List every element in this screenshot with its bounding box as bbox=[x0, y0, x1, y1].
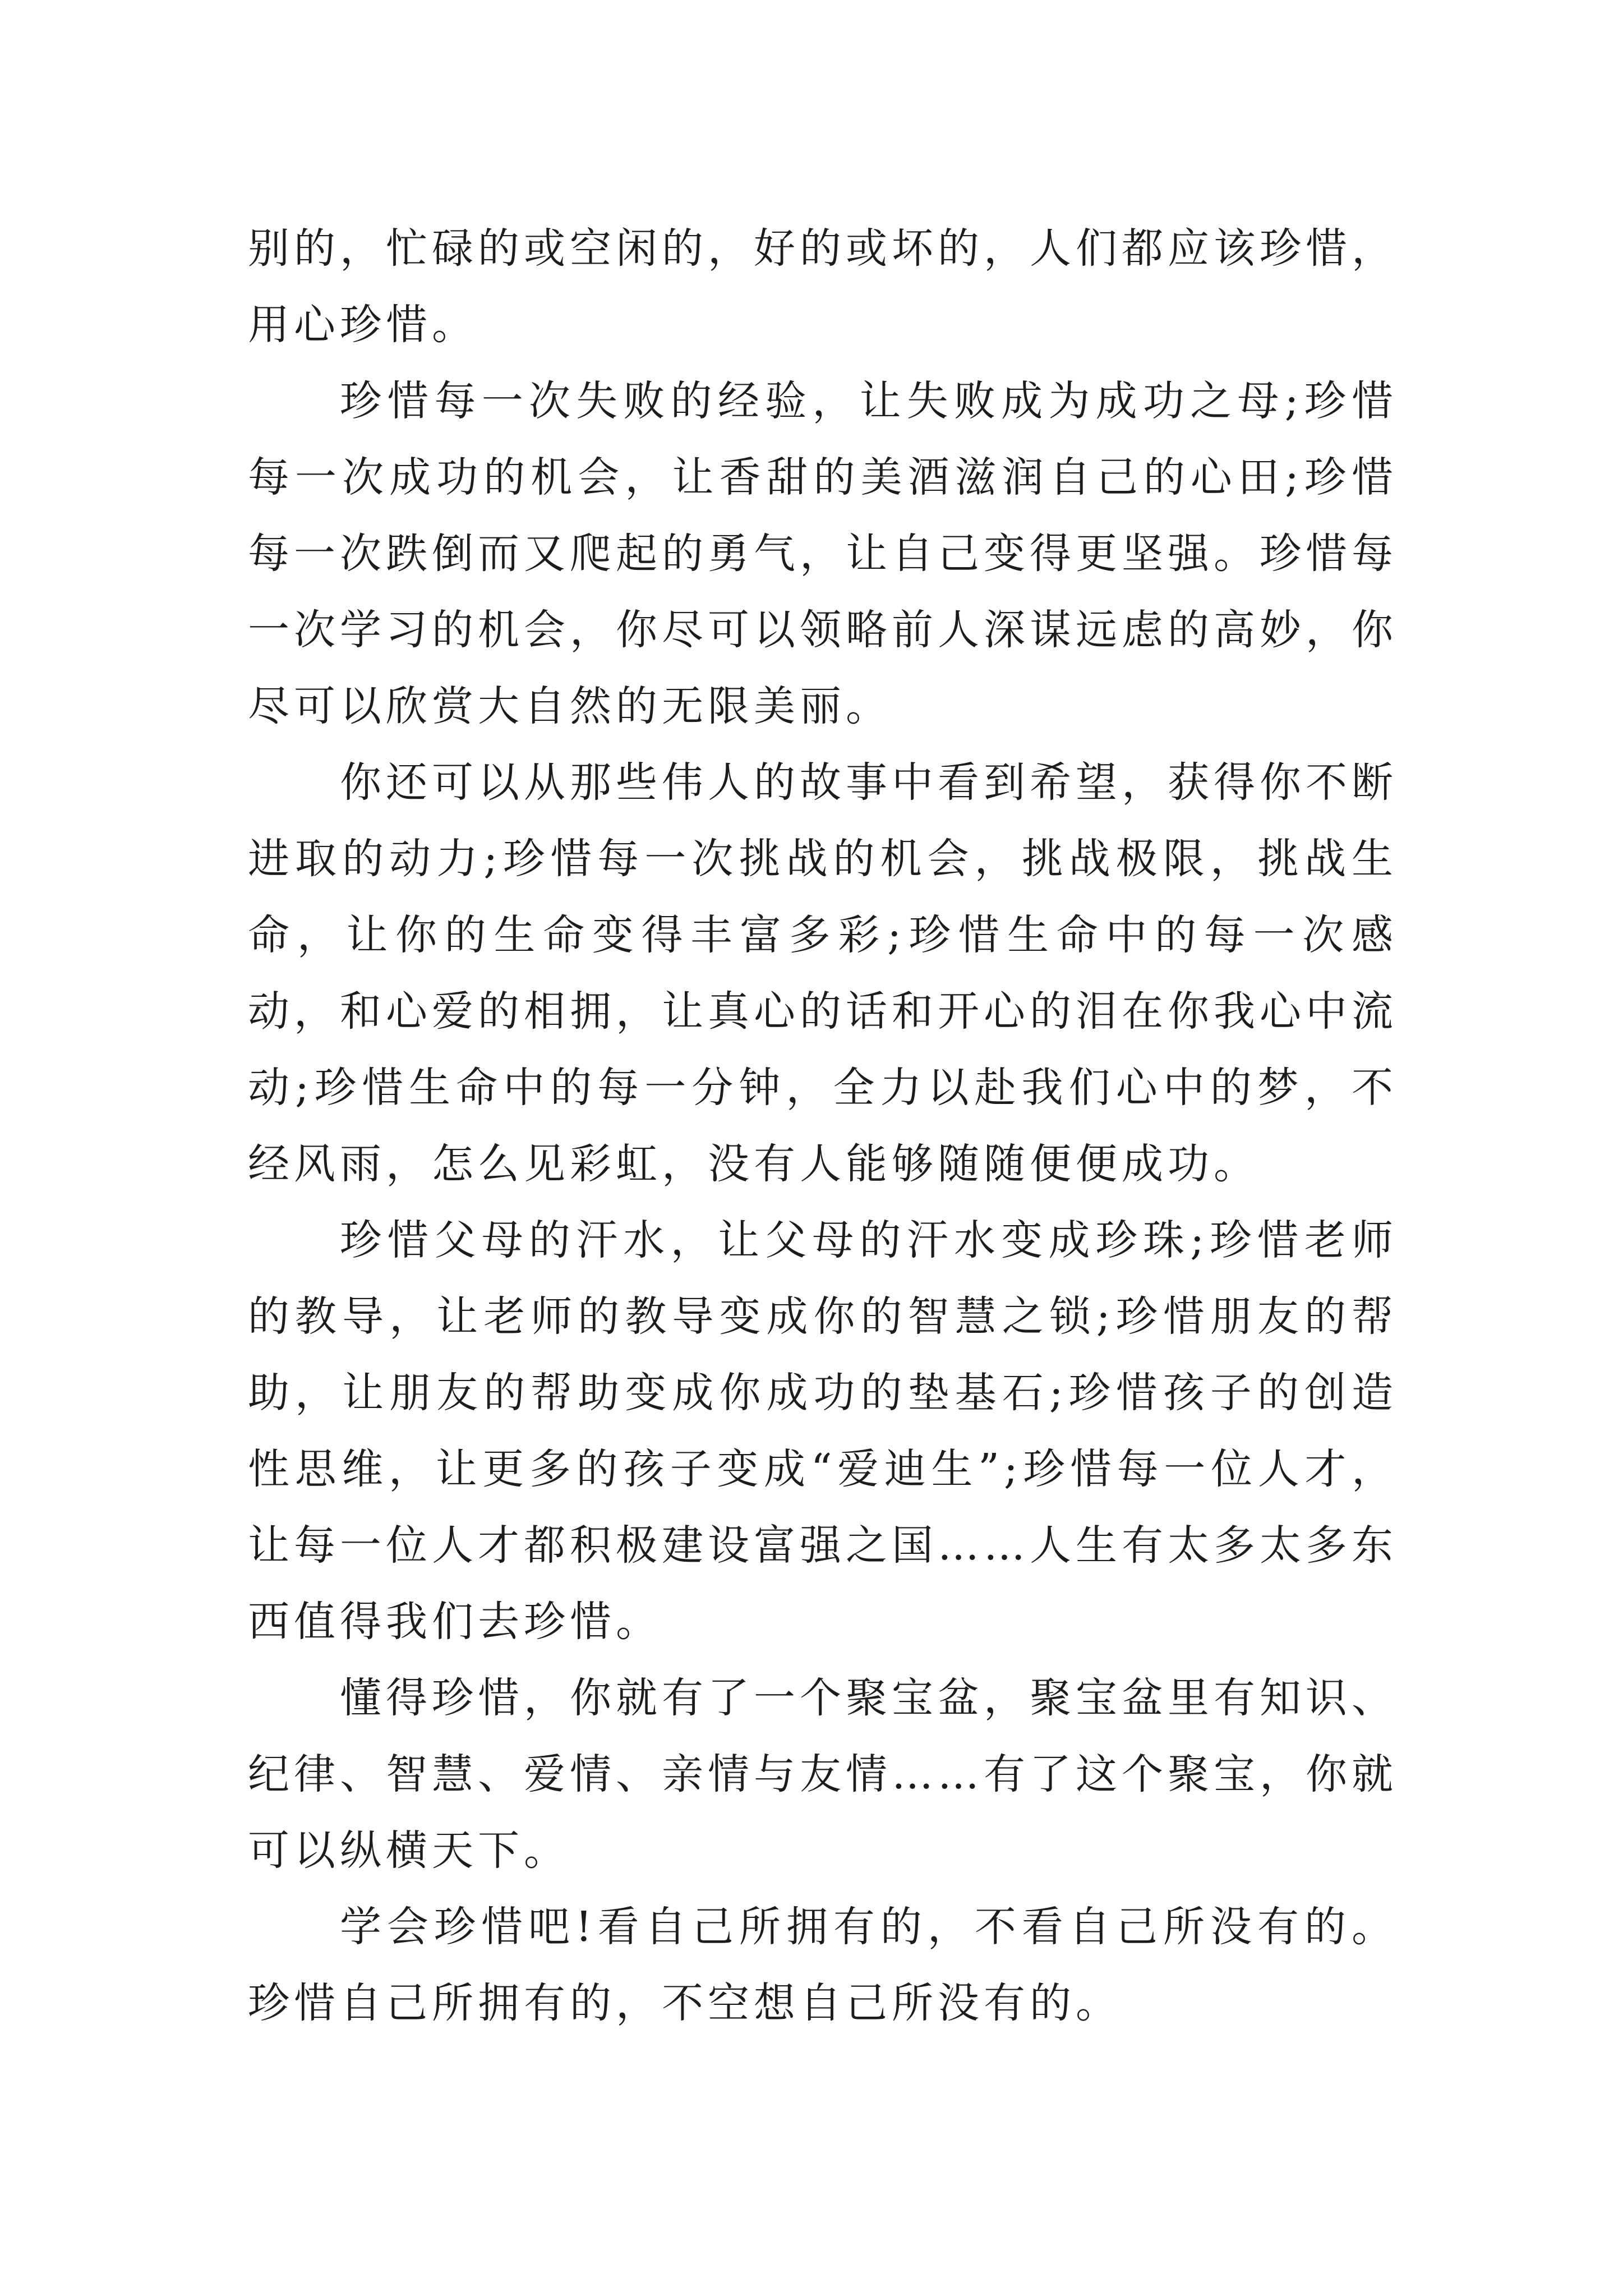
paragraph-learn-to-cherish: 学会珍惜吧!看自己所拥有的，不看自己所没有的。珍惜自己所拥有的，不空想自己所没有的。 bbox=[248, 1903, 1398, 2027]
paragraph-failure-success: 珍惜每一次失败的经验，让失败成为成功之母;珍惜每一次成功的机会，让香甜的美酒滋润自己的心田;珍惜每一次跌倒而又爬起的勇气，让自己变得更坚强。珍惜每一次学习的机会，你尽可以领略前人深谋远虑的高妙，你尽可以欣赏大自然的无限美丽。 bbox=[248, 377, 1398, 730]
paragraph-hope-challenge: 你还可以从那些伟人的故事中看到希望，获得你不断进取的动力;珍惜每一次挑战的机会，挑战极限，挑战生命，让你的生命变得丰富多彩;珍惜生命中的每一次感动，和心爱的相拥，让真心的话和开心的泪在你我心中流动;珍惜生命中的每一分钟，全力以赴我们心中的梦，不经风雨，怎么见彩虹，没有人能够随随便便成功。 bbox=[248, 758, 1398, 1188]
paragraph-continuation: 别的，忙碌的或空闲的，好的或坏的，人们都应该珍惜，用心珍惜。 bbox=[248, 224, 1398, 349]
paragraph-treasure-bowl: 懂得珍惜，你就有了一个聚宝盆，聚宝盆里有知识、纪律、智慧、爱情、亲情与友情……有了这个聚宝，你就可以纵横天下。 bbox=[248, 1674, 1398, 1875]
paragraph-parents-teachers: 珍惜父母的汗水，让父母的汗水变成珍珠;珍惜老师的教导，让老师的教导变成你的智慧之锁;珍惜朋友的帮助，让朋友的帮助变成你成功的垫基石;珍惜孩子的创造性思维，让更多的孩子变成“爱迪生”;珍惜每一位人才，让每一位人才都积极建设富强之国……人生有太多太多东西值得我们去珍惜。 bbox=[248, 1216, 1398, 1646]
document-body bbox=[248, 210, 1398, 2041]
